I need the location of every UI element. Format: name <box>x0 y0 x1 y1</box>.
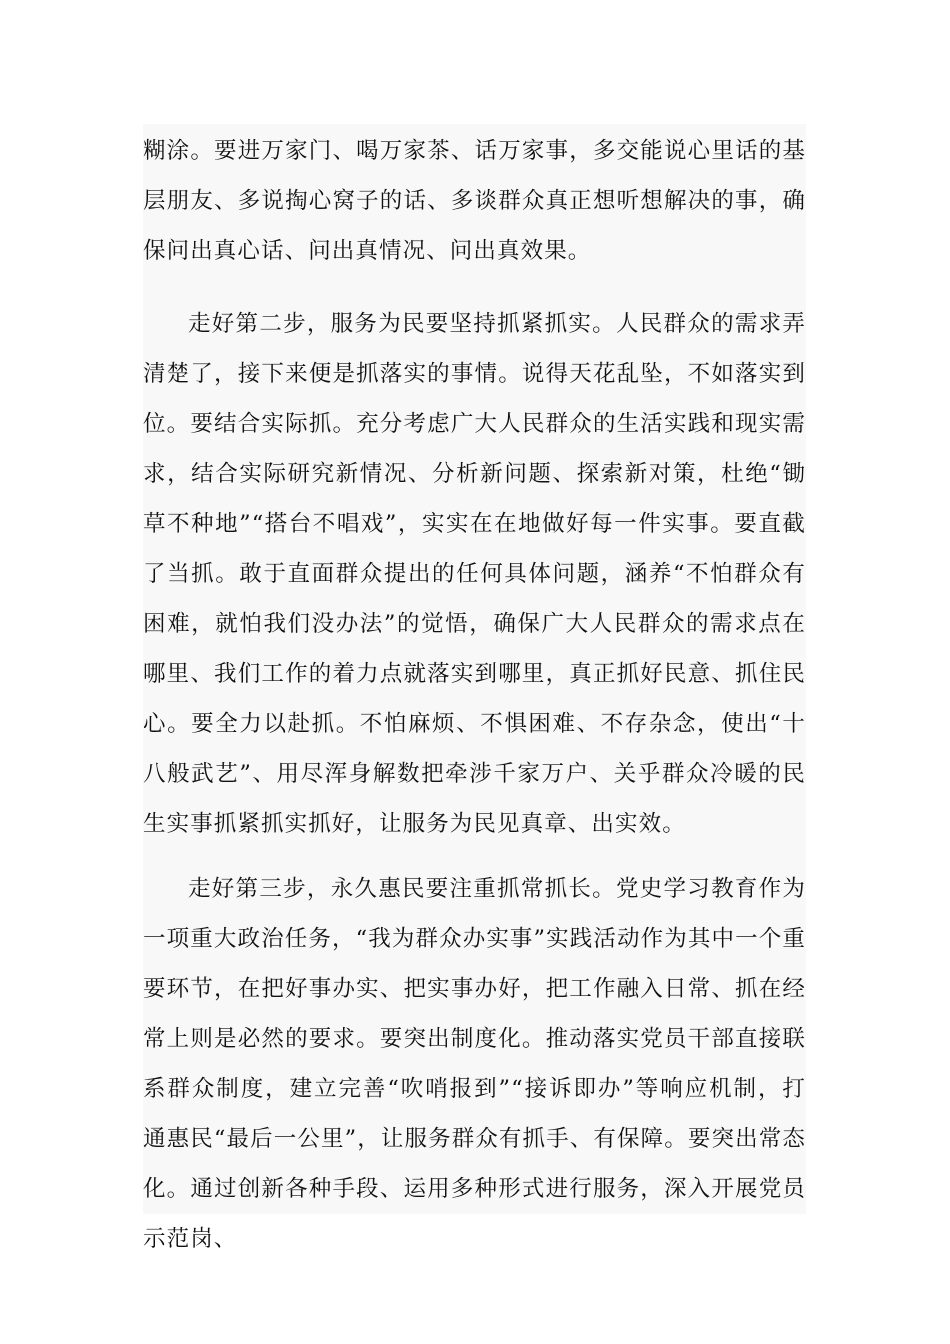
paragraph-step-three: 走好第三步，永久惠民要注重抓常抓长。党史学习教育作为一项重大政治任务，“我为群众办实事”实践活动作为其中一个重要环节，在把好事办实、把实事办好，把工作融入日常、抓在经常上则是必然的要求。要突出制度化。推动落实党员干部直接联系群众制度，建立完善“吹哨报到”“接诉即办”等响应机制，打通惠民“最后一公里”，让服务群众有抓手、有保障。要突出常态化。通过创新各种手段、运用多种形式进行服务，深入开展党员示范岗、 <box>143 876 806 1252</box>
paragraph-step-two: 走好第二步，服务为民要坚持抓紧抓实。人民群众的需求弄清楚了，接下来便是抓落实的事情。说得天花乱坠，不如落实到位。要结合实际抓。充分考虑广大人民群众的生活实践和现实需求，结合实际研究新情况、分析新问题、探索新对策，杜绝“锄草不种地”“搭台不唱戏”，实实在在地做好每一件实事。要直截了当抓。敢于直面群众提出的任何具体问题，涵养“不怕群众有困难，就怕我们没办法”的觉悟，确保广大人民群众的需求点在哪里、我们工作的着力点就落实到哪里，真正抓好民意、抓住民心。要全力以赴抓。不怕麻烦、不惧困难、不存杂念，使出“十八般武艺”、用尽浑身解数把牵涉千家万户、关乎群众冷暖的民生实事抓紧抓实抓好，让服务为民见真章、出实效。 <box>143 311 806 837</box>
document-body <box>143 124 806 1252</box>
paragraph-continuation: 糊涂。要进万家门、喝万家茶、话万家事，多交能说心里话的基层朋友、多说掏心窝子的话、多谈群众真正想听想解决的事，确保问出真心话、问出真情况、问出真效果。 <box>143 138 806 264</box>
